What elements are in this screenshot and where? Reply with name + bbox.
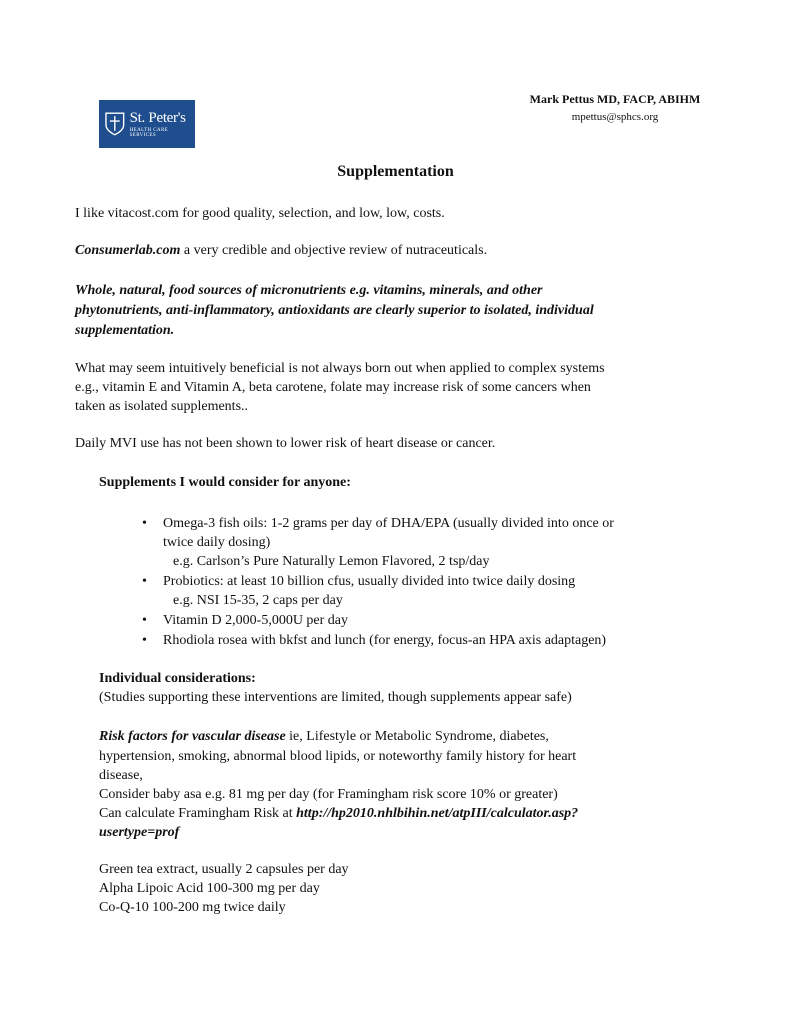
risk-line-2: hypertension, smoking, abnormal blood lipids, or noteworthy family history for heart [99,749,577,764]
individual-note: (Studies supporting these interventions are limited, though supplements appear safe) [99,690,572,705]
consumerlab-text: a very credible and objective review of nutraceuticals. [180,243,488,258]
whole-food-line-1: Whole, natural, food sources of micronutrients e.g. vitamins, minerals, and other [75,283,543,298]
probiotics-example: e.g. NSI 15-35, 2 caps per day [173,593,343,608]
risk-text: ie, Lifestyle or Metabolic Syndrome, diabetes, [285,729,549,744]
framingham-url-cont[interactable]: usertype=prof [99,825,180,840]
page-title: Supplementation [337,163,454,180]
coq10-line: Co-Q-10 100-200 mg twice daily [99,900,286,915]
whole-food-line-2: phytonutrients, anti-inflammatory, antioxidants are clearly superior to isolated, individual [75,303,594,318]
bullet-icon: • [142,516,147,531]
intuitive-line-2: e.g., vitamin E and Vitamin A, beta carotene, folate may increase risk of some cancers when [75,380,591,395]
intuitive-line-1: What may seem intuitively beneficial is not always born out when applied to complex systems [75,361,605,376]
consumerlab-link[interactable]: Consumerlab.com [75,243,181,258]
asa-line: Consider baby asa e.g. 81 mg per day (for Framingham risk score 10% or greater) [99,787,558,802]
st-peters-logo [99,100,195,148]
ala-line: Alpha Lipoic Acid 100-300 mg per day [99,881,320,896]
individual-heading: Individual considerations: [99,671,256,686]
bullet-icon: • [142,574,147,589]
logo-name: St. Peter's [129,109,186,126]
risk-line-3: disease, [99,768,143,783]
bullet-icon: • [142,633,147,648]
omega-example: e.g. Carlson’s Pure Naturally Lemon Flavored, 2 tsp/day [173,554,490,569]
author-email: mpettus@sphcs.org [571,111,659,123]
whole-food-line-3: supplementation. [75,323,175,338]
vitacost-paragraph: I like vitacost.com for good quality, selection, and low, low, costs. [75,206,445,221]
vitamin-d-line: Vitamin D 2,000-5,000U per day [163,613,349,628]
mvi-paragraph: Daily MVI use has not been shown to lower risk of heart disease or cancer. [75,436,496,451]
shield-icon [104,111,126,137]
omega-line-1: Omega-3 fish oils: 1-2 grams per day of DHA/EPA (usually divided into once or [163,516,614,531]
probiotics-line: Probiotics: at least 10 billion cfus, usually divided into twice daily dosing [163,574,576,589]
bullet-icon: • [142,613,147,628]
risk-line-1 [99,727,549,746]
omega-line-2: twice daily dosing) [163,535,271,550]
author-name: Mark Pettus MD, FACP, ABIHM [529,92,701,106]
framingham-url[interactable]: http://hp2010.nhlbihin.net/atpIII/calculator.asp? [296,806,579,821]
anyone-heading: Supplements I would consider for anyone: [99,475,351,490]
framingham-text: Can calculate Framingham Risk at [99,806,297,821]
rhodiola-line: Rhodiola rosea with bkfst and lunch (for energy, focus-an HPA axis adaptagen) [163,633,607,648]
framingham-line [99,804,578,823]
consumerlab-paragraph [75,241,487,260]
risk-label: Risk factors for vascular disease [99,729,286,744]
green-tea-line: Green tea extract, usually 2 capsules per day [99,862,349,877]
logo-subtitle: HEALTH CARE SERVICES [129,127,169,138]
intuitive-line-3: taken as isolated supplements.. [75,399,249,414]
